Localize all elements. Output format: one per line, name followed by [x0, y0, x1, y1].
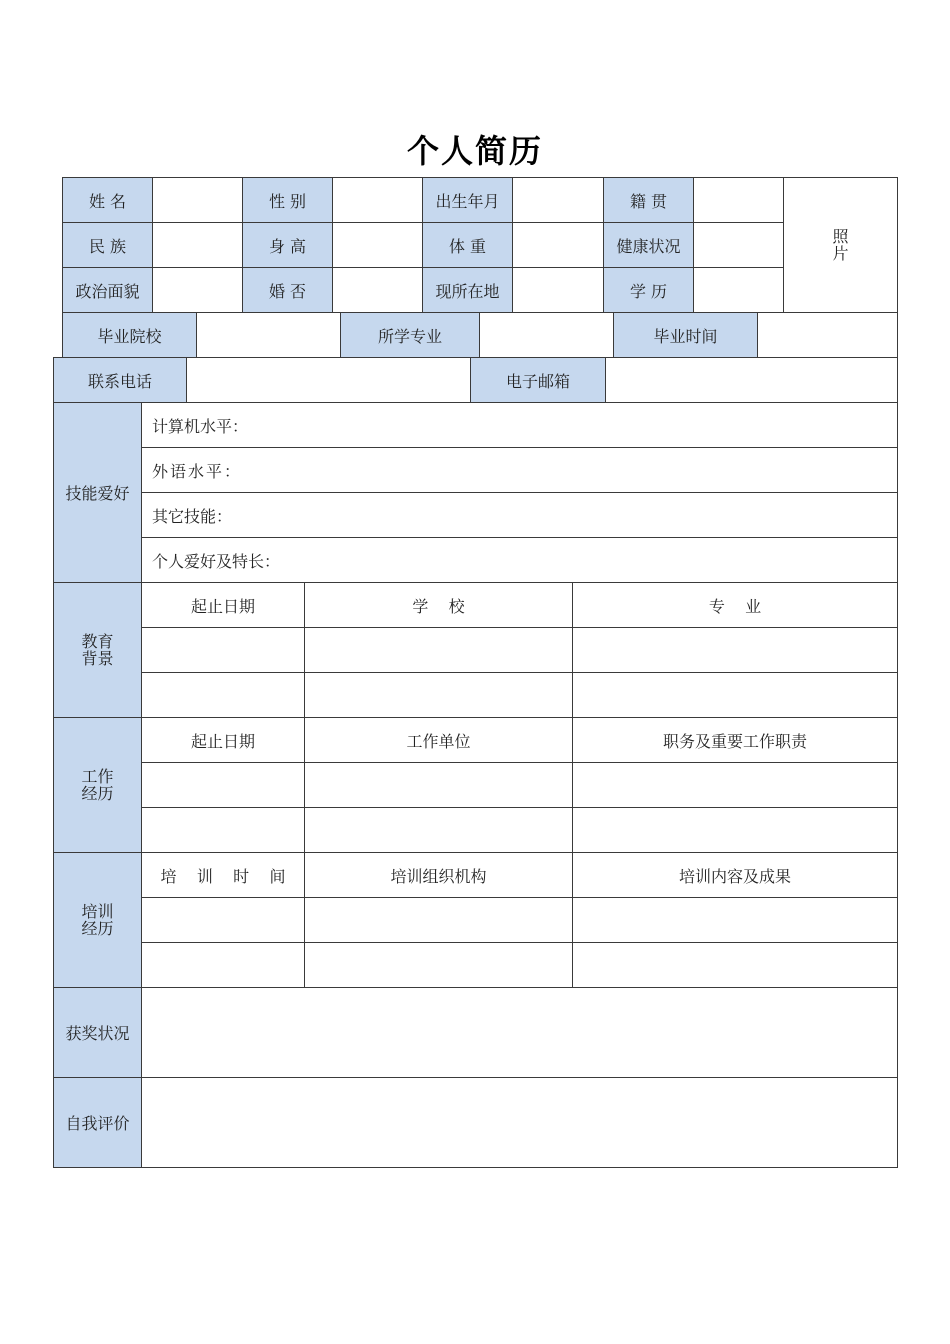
training-org-cell[interactable] — [305, 943, 573, 988]
birth-label: 出生年月 — [423, 178, 513, 223]
work-section-label — [54, 718, 142, 853]
height-label: 身 高 — [243, 223, 333, 268]
location-field[interactable] — [513, 268, 604, 313]
photo-label-1: 照 — [832, 227, 849, 246]
education-header-major: 专 业 — [573, 583, 898, 628]
gender-label: 性 别 — [243, 178, 333, 223]
ethnic-label: 民 族 — [63, 223, 153, 268]
training-header-content: 培训内容及成果 — [573, 853, 898, 898]
language-skill-line[interactable]: 外语水平： — [142, 448, 898, 493]
education-row — [54, 673, 898, 718]
education-header-dates: 起止日期 — [142, 583, 305, 628]
education-label-line-1: 教育 — [81, 632, 114, 651]
self-eval-field[interactable] — [142, 1078, 898, 1168]
work-header-employer: 工作单位 — [305, 718, 573, 763]
education-school-cell[interactable] — [305, 628, 573, 673]
education-major-cell[interactable] — [573, 628, 898, 673]
training-header-org: 培训组织机构 — [305, 853, 573, 898]
political-label: 政治面貌 — [63, 268, 153, 313]
gender-field[interactable] — [333, 178, 423, 223]
training-org-cell[interactable] — [305, 898, 573, 943]
native-place-label: 籍 贯 — [604, 178, 694, 223]
self-eval-label: 自我评价 — [54, 1078, 142, 1168]
work-header-duties: 职务及重要工作职责 — [573, 718, 898, 763]
education-level-field[interactable] — [694, 268, 784, 313]
other-skill-line[interactable]: 其它技能： — [142, 493, 898, 538]
name-field[interactable] — [153, 178, 243, 223]
computer-skill-line[interactable]: 计算机水平： — [142, 403, 898, 448]
hobby-line[interactable]: 个人爱好及特长： — [142, 538, 898, 583]
education-level-label: 学 历 — [604, 268, 694, 313]
work-header-dates: 起止日期 — [142, 718, 305, 763]
contact-table — [53, 357, 898, 403]
education-label-line-2: 背景 — [81, 649, 114, 668]
weight-label: 体 重 — [423, 223, 513, 268]
graduation-table — [62, 312, 898, 358]
health-label: 健康状况 — [604, 223, 694, 268]
location-label: 现所在地 — [423, 268, 513, 313]
weight-field[interactable] — [513, 223, 604, 268]
education-section-label — [54, 583, 142, 718]
awards-field[interactable] — [142, 988, 898, 1078]
awards-label: 获奖状况 — [54, 988, 142, 1078]
detail-table — [53, 402, 898, 1168]
basic-info-table — [62, 177, 898, 313]
grad-time-label: 毕业时间 — [614, 313, 758, 358]
education-row — [54, 628, 898, 673]
work-duties-cell[interactable] — [573, 763, 898, 808]
major-label: 所学专业 — [341, 313, 480, 358]
work-label-line-1: 工作 — [81, 767, 114, 786]
training-time-cell[interactable] — [142, 943, 305, 988]
email-label: 电子邮箱 — [471, 358, 606, 403]
ethnic-field[interactable] — [153, 223, 243, 268]
education-dates-cell[interactable] — [142, 628, 305, 673]
training-time-cell[interactable] — [142, 898, 305, 943]
birth-field[interactable] — [513, 178, 604, 223]
work-row — [54, 808, 898, 853]
work-row — [54, 763, 898, 808]
phone-label: 联系电话 — [54, 358, 187, 403]
training-content-cell[interactable] — [573, 898, 898, 943]
education-header-school: 学 校 — [305, 583, 573, 628]
training-label-line-1: 培训 — [81, 902, 114, 921]
height-field[interactable] — [333, 223, 423, 268]
major-field[interactable] — [480, 313, 614, 358]
photo-label-2: 片 — [832, 244, 849, 263]
health-field[interactable] — [694, 223, 784, 268]
work-dates-cell[interactable] — [142, 763, 305, 808]
training-content-cell[interactable] — [573, 943, 898, 988]
photo-box[interactable] — [784, 178, 898, 313]
work-label-line-2: 经历 — [81, 784, 114, 803]
political-field[interactable] — [153, 268, 243, 313]
work-dates-cell[interactable] — [142, 808, 305, 853]
email-field[interactable] — [606, 358, 898, 403]
phone-field[interactable] — [187, 358, 471, 403]
grad-time-field[interactable] — [758, 313, 898, 358]
name-label: 姓 名 — [63, 178, 153, 223]
training-section-label — [54, 853, 142, 988]
college-label: 毕业院校 — [63, 313, 197, 358]
education-school-cell[interactable] — [305, 673, 573, 718]
training-row — [54, 943, 898, 988]
education-major-cell[interactable] — [573, 673, 898, 718]
training-label-line-2: 经历 — [81, 919, 114, 938]
marital-label: 婚 否 — [243, 268, 333, 313]
skills-section-label: 技能爱好 — [54, 403, 142, 583]
training-row — [54, 898, 898, 943]
education-dates-cell[interactable] — [142, 673, 305, 718]
work-employer-cell[interactable] — [305, 763, 573, 808]
marital-field[interactable] — [333, 268, 423, 313]
college-field[interactable] — [197, 313, 341, 358]
resume-title: 个人简历 — [406, 132, 543, 170]
native-place-field[interactable] — [694, 178, 784, 223]
training-header-time: 培 训 时 间 — [142, 853, 305, 898]
work-duties-cell[interactable] — [573, 808, 898, 853]
work-employer-cell[interactable] — [305, 808, 573, 853]
